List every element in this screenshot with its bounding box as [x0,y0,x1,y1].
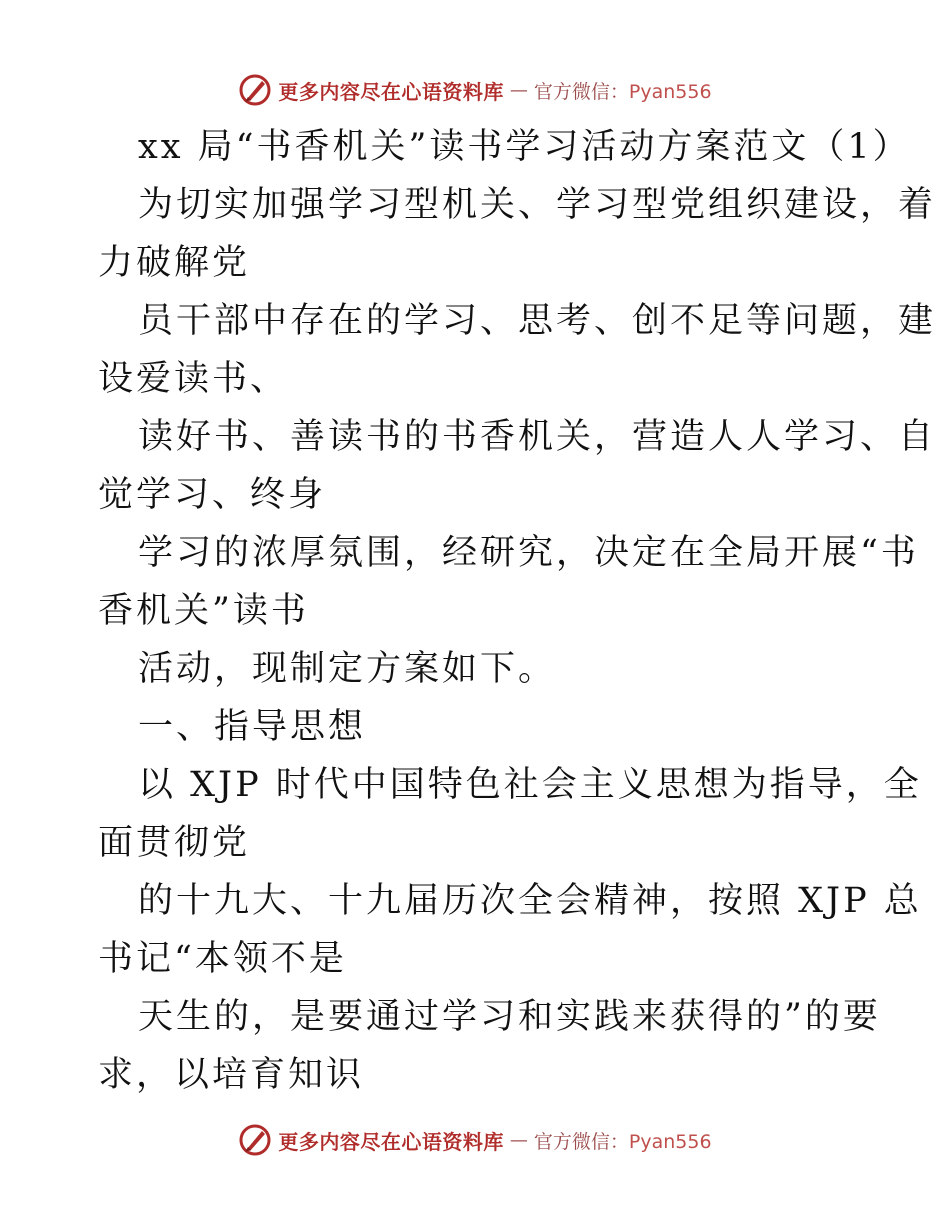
header-brand-text: 更多内容尽在心语资料库 [278,79,504,104]
header-banner [0,70,950,110]
text-line: 学习的浓厚氛围，经研究，决定在全局开展“书 [138,533,919,573]
document-title: xx 局“书香机关”读书学习活动方案范文（1） [138,127,911,167]
quill-pen-logo-icon [238,1123,272,1157]
text-line: 面贯彻党 [98,823,251,863]
text-line: 香机关”读书 [98,591,309,631]
footer-banner [0,1120,950,1160]
text-line: 天生的，是要通过学习和实践来获得的”的要 [138,997,881,1037]
text-line: 员干部中存在的学习、思考、创不足等问题，建 [138,301,937,341]
text-line: 为切实加强学习型机关、学习型党组织建设，着 [138,185,937,225]
text-line: 书记“本领不是 [98,939,347,979]
document-body [98,118,937,1104]
quill-pen-logo-icon [238,73,272,107]
section-heading: 一、指导思想 [138,707,367,747]
header-separator: — [509,79,528,101]
text-line: 求，以培育知识 [98,1055,365,1095]
text-line: 以 XJP 时代中国特色社会主义思想为指导，全 [138,765,922,805]
text-line: 力破解党 [98,243,251,283]
footer-contact [534,1127,712,1154]
header-contact [534,77,712,104]
text-line: 读好书、善读书的书香机关，营造人人学习、自 [138,417,937,457]
text-line: 觉学习、终身 [98,475,327,515]
header-contact-id: Pyan556 [628,80,712,103]
text-line: 的十九大、十九届历次全会精神，按照 XJP 总 [138,881,922,921]
footer-contact-label: 官方微信： [533,1130,629,1153]
footer-contact-id: Pyan556 [628,1130,712,1153]
header-contact-label: 官方微信： [533,80,629,103]
text-line: 活动，现制定方案如下。 [138,649,557,689]
text-line: 设爱读书、 [98,359,289,399]
footer-separator: — [509,1129,528,1151]
footer-brand-text: 更多内容尽在心语资料库 [278,1129,504,1154]
